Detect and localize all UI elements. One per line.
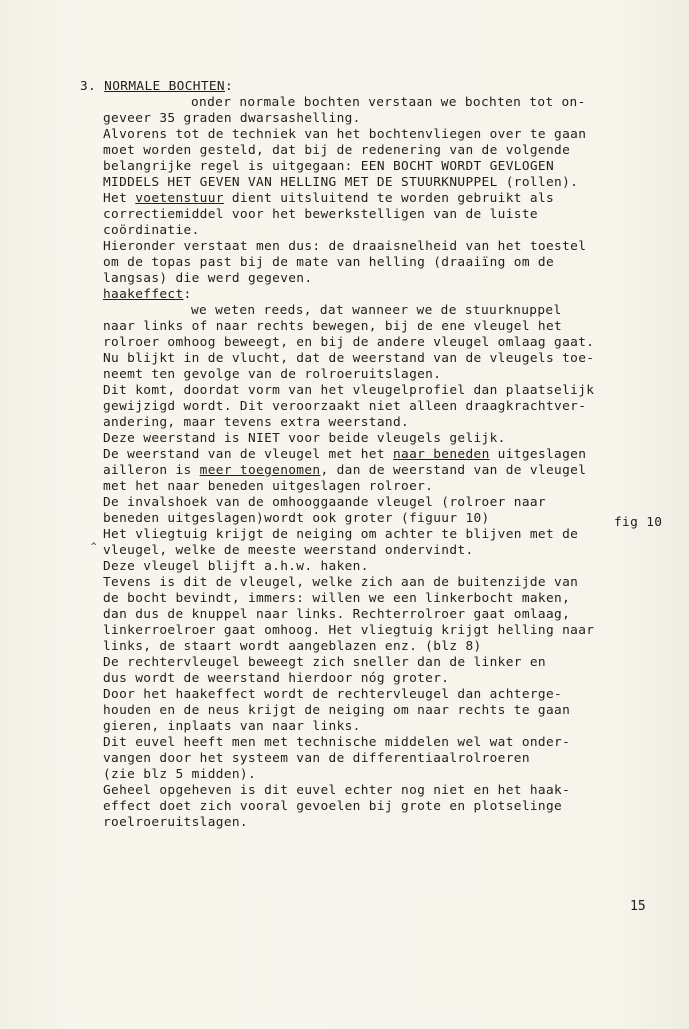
text-line: met het naar beneden uitgeslagen rolroer. <box>103 479 434 494</box>
body-text <box>103 95 633 831</box>
text-line: De invalshoek van de omhooggaande vleugel (rolroer naar <box>103 495 546 510</box>
text-line: de bocht bevindt, immers: willen we een linkerbocht maken, <box>103 591 571 606</box>
text-line: correctiemiddel voor het bewerkstelligen van de luiste <box>103 207 538 222</box>
text-line: Alvorens tot de techniek van het bochtenvliegen over te gaan <box>103 127 587 142</box>
text-line: belangrijke regel is uitgegaan: EEN BOCHT WORDT GEVLOGEN <box>103 159 555 174</box>
text-run: , dan de weerstand van de vleugel <box>320 463 587 478</box>
text-line: onder normale bochten verstaan we bochten tot on- <box>191 95 586 110</box>
text-line: neemt ten gevolge van de rolroeruitslagen. <box>103 367 442 382</box>
text-line: Dit komt, doordat vorm van het vleugelprofiel dan plaatselijk <box>103 383 595 398</box>
text-line: Nu blijkt in de vlucht, dat de weerstand van de vleugels toe- <box>103 351 595 366</box>
text-line: dan dus de knuppel naar links. Rechterrolroer gaat omlaag, <box>103 607 571 622</box>
text-line: Door het haakeffect wordt de rechtervleugel dan achterge- <box>103 687 563 702</box>
section-title: NORMALE BOCHTEN <box>104 79 225 94</box>
text-line: beneden uitgeslagen)wordt ook groter (figuur 10) <box>103 511 490 526</box>
text-line: MIDDELS HET GEVEN VAN HELLING MET DE STUURKNUPPEL (rollen). <box>103 175 579 190</box>
text-line: houden en de neus krijgt de neiging om naar rechts te gaan <box>103 703 571 718</box>
text-line: langsas) die werd gegeven. <box>103 271 313 286</box>
underlined-term: meer toegenomen <box>199 463 321 478</box>
text-line: dus wordt de weerstand hierdoor nóg groter. <box>103 671 450 686</box>
text-line: andering, maar tevens extra weerstand. <box>103 415 410 430</box>
text-line: linkerroelroer gaat omhoog. Het vliegtuig krijgt helling naar <box>103 623 595 638</box>
text-line: moet worden gesteld, dat bij de redenering van de volgende <box>103 143 571 158</box>
text-line <box>103 191 633 207</box>
text-line: Geheel opgeheven is dit euvel echter nog niet en het haak- <box>103 783 571 798</box>
text-run: dient uitsluitend te worden gebruikt als <box>223 191 555 206</box>
text-line: rolroer omhoog beweegt, en bij de andere vleugel omlaag gaat. <box>103 335 595 350</box>
text-line: Hieronder verstaat men dus: de draaisnelheid van het toestel <box>103 239 587 254</box>
text-line: Dit euvel heeft men met technische middelen wel wat onder- <box>103 735 571 750</box>
text-line: vleugel, welke de meeste weerstand ondervindt. <box>103 543 474 558</box>
margin-mark: ^ <box>91 542 97 552</box>
text-line: gewijzigd wordt. Dit veroorzaakt niet alleen draagkrachtver- <box>103 399 587 414</box>
text-line: De rechtervleugel beweegt zich sneller dan de linker en <box>103 655 546 670</box>
text-line: coördinatie. <box>103 223 200 238</box>
text-run: ailleron is <box>103 463 200 478</box>
text-line: roelroeruitslagen. <box>103 815 248 830</box>
text-run: Het <box>103 191 136 206</box>
section-heading <box>80 79 233 95</box>
text-run: : <box>183 287 192 302</box>
text-line: effect doet zich vooral gevoelen bij grote en plotselinge <box>103 799 563 814</box>
text-line <box>103 463 633 479</box>
text-line: naar links of naar rechts bewegen, bij de ene vleugel het <box>103 319 563 334</box>
text-line <box>103 287 633 303</box>
text-line: Het vliegtuig krijgt de neiging om achter te blijven met de <box>103 527 579 542</box>
text-line: vangen door het systeem van de differentiaalrolroeren <box>103 751 530 766</box>
text-line <box>103 447 633 463</box>
text-line: om de topas past bij de mate van helling (draaiïng om de <box>103 255 555 270</box>
text-line: links, de staart wordt aangeblazen enz. (blz 8) <box>103 639 482 654</box>
text-line: Deze weerstand is NIET voor beide vleugels gelijk. <box>103 431 506 446</box>
page-number: 15 <box>630 899 646 914</box>
underlined-term: voetenstuur <box>135 191 224 206</box>
text-line: geveer 35 graden dwarsashelling. <box>103 111 361 126</box>
text-line: Deze vleugel blijft a.h.w. haken. <box>103 559 369 574</box>
text-line: Tevens is dit de vleugel, welke zich aan de buitenzijde van <box>103 575 579 590</box>
section-colon: : <box>225 79 234 94</box>
text-line: we weten reeds, dat wanneer we de stuurknuppel <box>191 303 562 318</box>
figure-reference: fig 10 <box>614 515 663 530</box>
underlined-term: haakeffect <box>103 287 184 302</box>
section-number: 3. <box>80 79 97 94</box>
text-line: gieren, inplaats van naar links. <box>103 719 361 734</box>
underlined-term: naar beneden <box>392 447 490 462</box>
text-line: (zie blz 5 midden). <box>103 767 257 782</box>
text-run: De weerstand van de vleugel met het <box>103 447 393 462</box>
text-run: uitgeslagen <box>489 447 587 462</box>
